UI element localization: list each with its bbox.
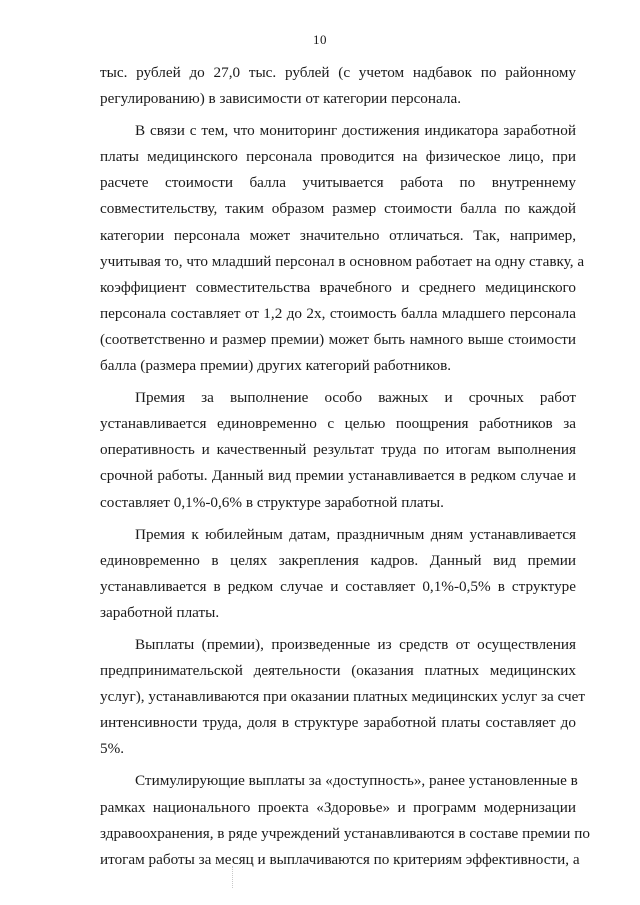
text-line: 5%. xyxy=(100,740,125,758)
text-line: расчете стоимости балла учитывается работа по внутреннему xyxy=(100,174,576,192)
text-line: (соответственно и размер премии) может быть намного выше стоимости xyxy=(100,330,576,348)
text-line: Премия к юбилейным датам, праздничным дням устанавливается xyxy=(135,525,576,543)
text-line: Выплаты (премии), произведенные из средств от осуществления xyxy=(135,635,576,653)
text-line: персонала составляет от 1,2 до 2х, стоимость балла младшего персонала xyxy=(100,304,576,322)
document-body xyxy=(100,60,590,873)
text-line: устанавливается в редком случае и составляет 0,1%-0,5% в структуре xyxy=(100,577,576,595)
text-line: итогам работы за месяц и выплачиваются по критериям эффективности, а xyxy=(100,850,580,868)
text-line: рамках национального проекта «Здоровье» и программ модернизации xyxy=(100,798,576,816)
text-line: предпринимательской деятельности (оказания платных медицинских xyxy=(100,662,576,680)
text-line: балла (размера премии) других категорий работников. xyxy=(100,357,452,375)
text-line: устанавливается единовременно с целью поощрения работников за xyxy=(100,415,576,433)
paragraph xyxy=(100,768,590,872)
text-line: регулированию) в зависимости от категории персонала. xyxy=(100,90,462,108)
paragraph xyxy=(100,60,576,112)
text-line: совместительству, таким образом размер стоимости балла по каждой xyxy=(100,200,576,218)
text-line: категории персонала может значительно отличаться. Так, например, xyxy=(100,226,576,244)
text-line: учитывая то, что младший персонал в основном работает на одну ставку, а xyxy=(100,252,585,270)
text-line: коэффициент совместительства врачебного и среднего медицинского xyxy=(100,278,576,296)
text-line: В связи с тем, что мониторинг достижения индикатора заработной xyxy=(135,122,576,140)
text-line: услуг), устанавливаются при оказании платных медицинских услуг за счет xyxy=(100,688,586,706)
text-line: платы медицинского персонала проводится на физическое лицо, при xyxy=(100,148,576,166)
text-line: срочной работы. Данный вид премии устанавливается в редком случае и xyxy=(100,467,576,485)
text-line: заработной платы. xyxy=(100,603,220,621)
paragraph xyxy=(100,522,576,626)
text-line: тыс. рублей до 27,0 тыс. рублей (с учетом надбавок по районному xyxy=(100,64,576,81)
text-line: оперативность и качественный результат труда по итогам выполнения xyxy=(100,441,576,459)
text-line: здравоохранения, в ряде учреждений устанавливаются в составе премии по xyxy=(100,824,590,842)
paragraph xyxy=(100,385,576,515)
scan-artifact xyxy=(232,866,234,888)
text-line: Премия за выполнение особо важных и срочных работ xyxy=(135,389,576,407)
text-line: интенсивности труда, доля в структуре заработной платы составляет до xyxy=(100,714,576,732)
page-number: 10 xyxy=(313,32,327,47)
paragraph xyxy=(100,632,586,762)
text-line: составляет 0,1%-0,6% в структуре заработной платы. xyxy=(100,493,444,511)
text-line: Стимулирующие выплаты за «доступность», ранее установленные в xyxy=(135,772,578,790)
paragraph xyxy=(100,118,585,379)
text-line: единовременно в целях закрепления кадров. Данный вид премии xyxy=(100,551,576,569)
